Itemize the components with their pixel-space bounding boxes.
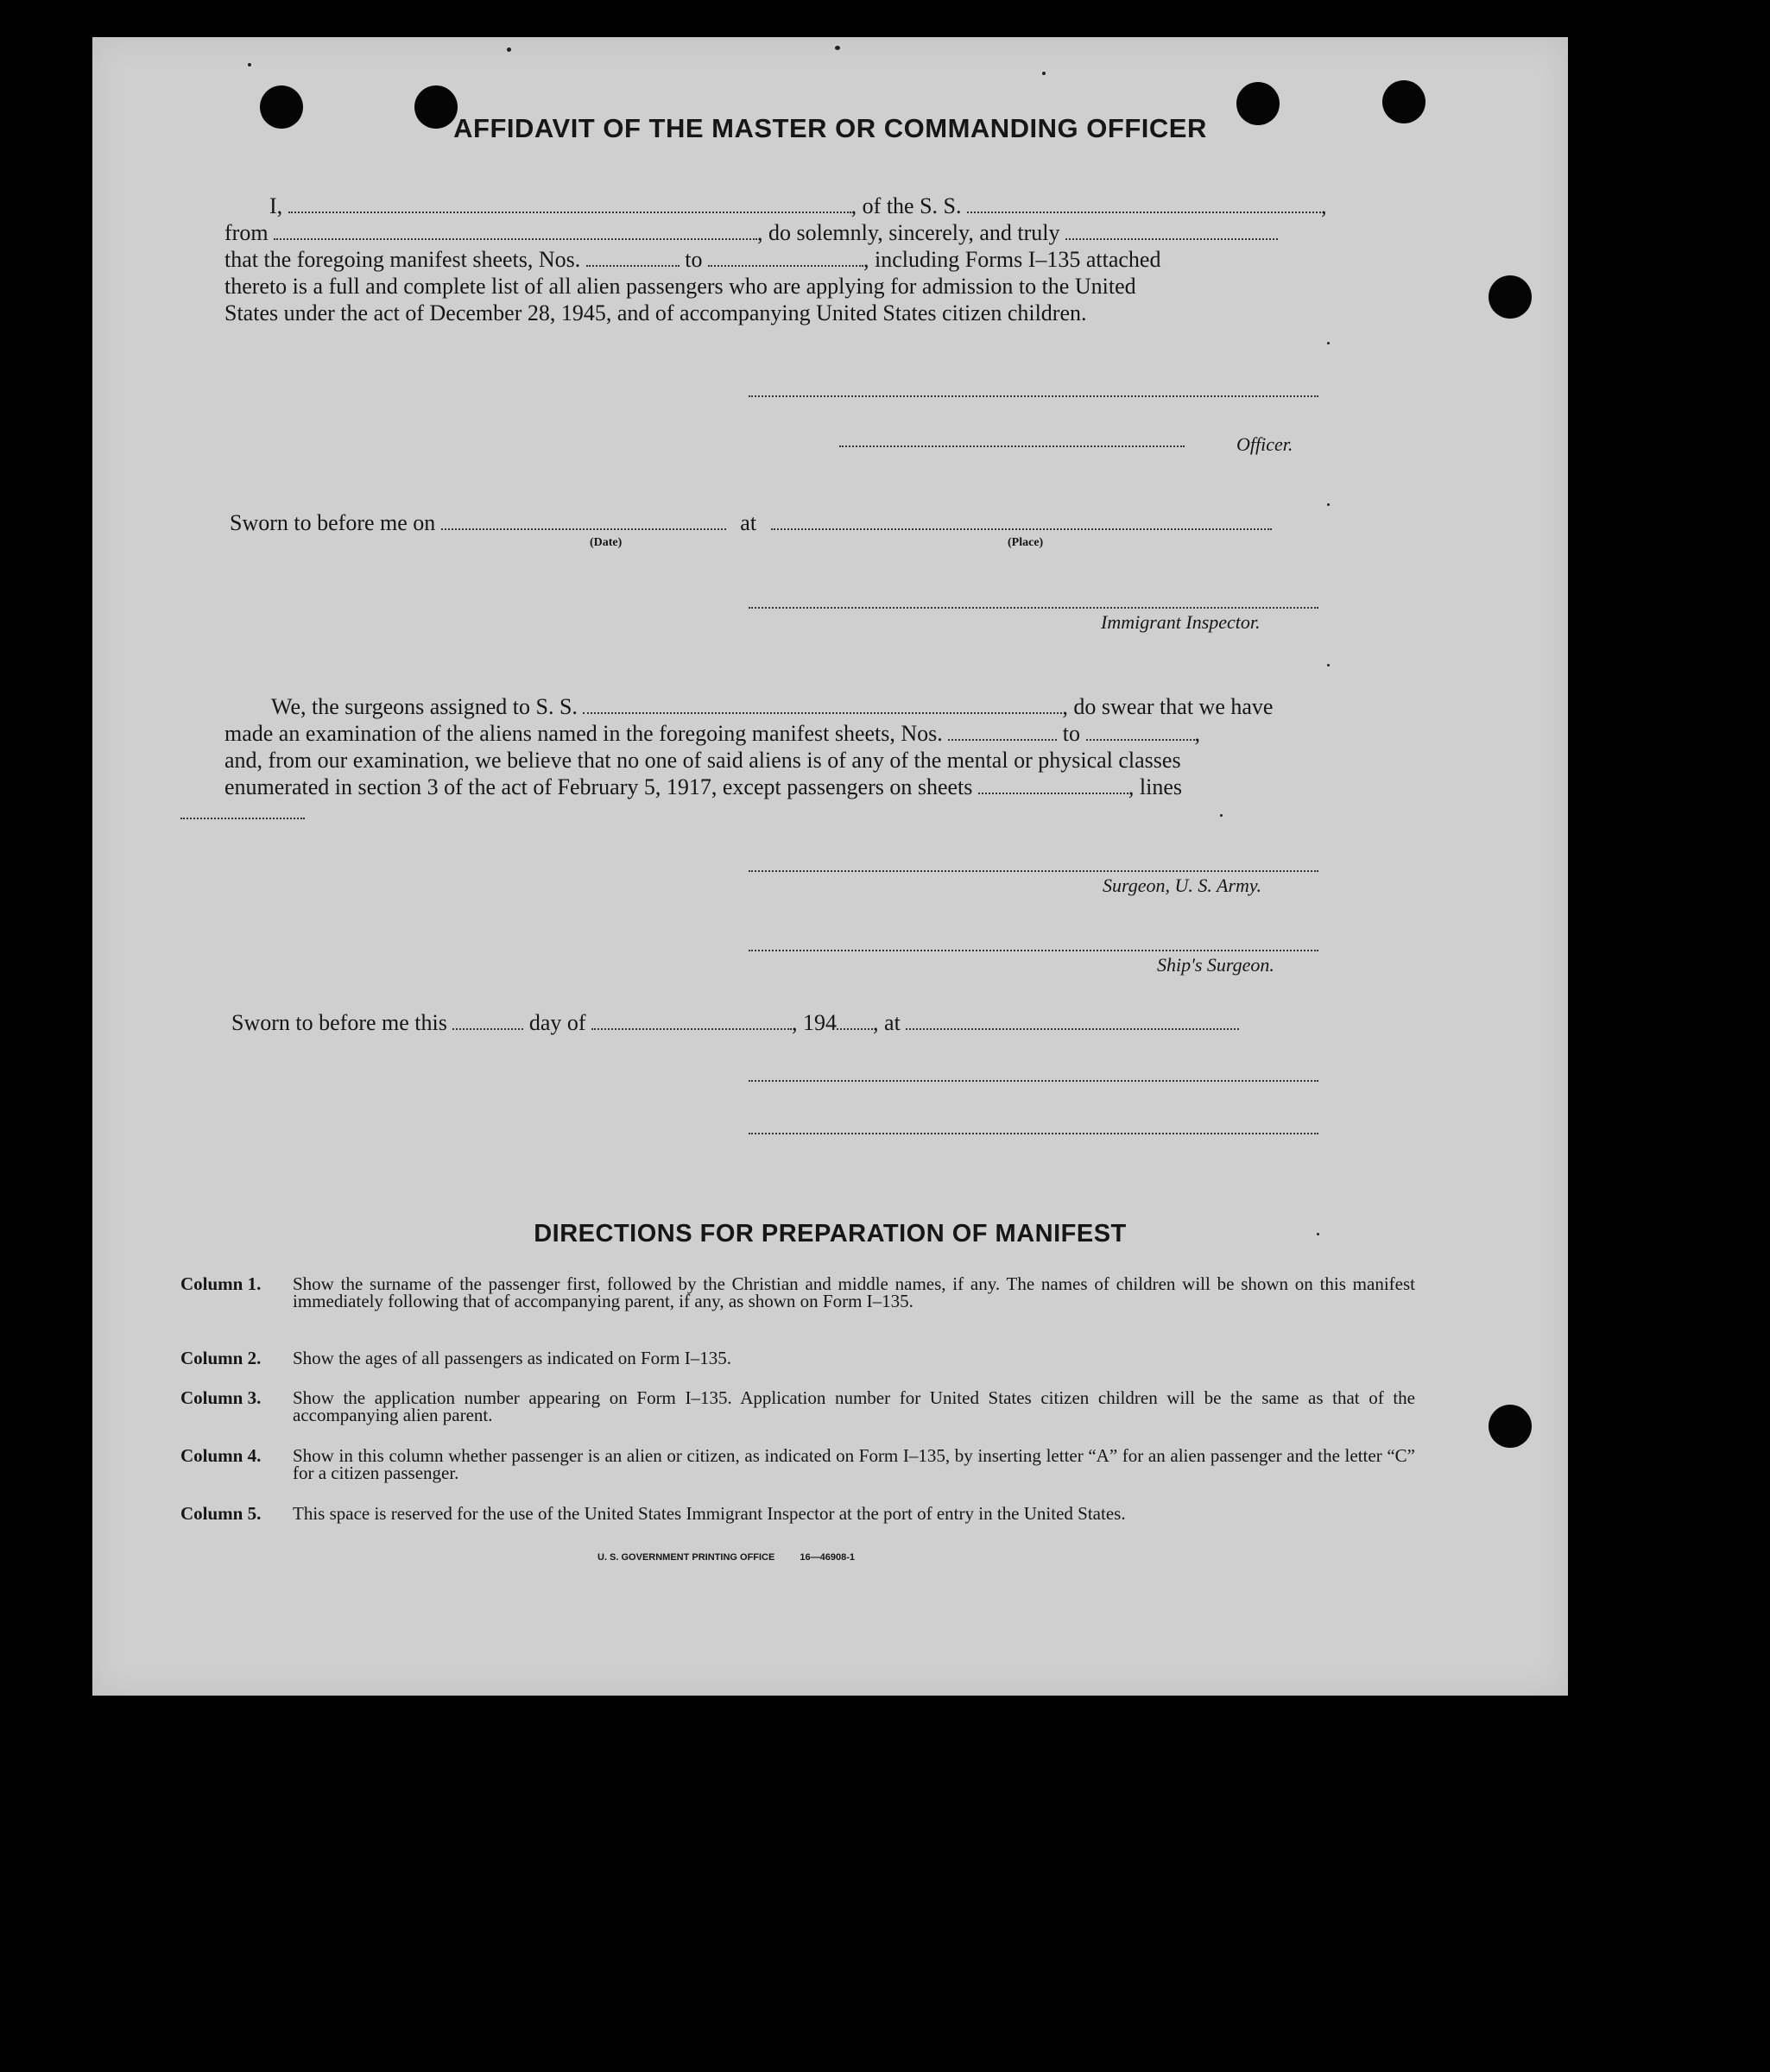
direction-label: Column 4. [180, 1445, 262, 1466]
speck [507, 47, 511, 52]
month-blank[interactable] [591, 1011, 792, 1030]
army-surgeon-caption: Surgeon, U. S. Army. [1103, 875, 1261, 896]
inspector-line[interactable] [749, 607, 1318, 609]
text: enumerated in section 3 of the act of February 5, 1917, except passengers on sheets [224, 774, 973, 799]
ship-blank[interactable] [967, 194, 1321, 213]
officer-line[interactable] [839, 445, 1185, 447]
text: , do swear that we have [1062, 694, 1274, 719]
direction-label: Column 5. [180, 1503, 262, 1524]
direction-item [180, 1505, 1415, 1522]
ship-surgeon-caption: Ship's Surgeon. [1157, 954, 1274, 976]
affidavit-line-5: States under the act of December 28, 1945, and of accompanying United States citizen children. [224, 300, 1087, 325]
text: , of the S. S. [850, 193, 962, 218]
lines-blank[interactable] [180, 818, 305, 819]
direction-item [180, 1349, 1415, 1367]
text: , [1194, 721, 1200, 746]
text: Sworn to before me on [230, 510, 436, 535]
text: , do solemnly, sincerely, and truly [757, 220, 1060, 245]
text: , at [873, 1010, 901, 1035]
affidavit-line-2 [224, 219, 1278, 246]
surgeons-ship-blank[interactable] [583, 695, 1062, 714]
affidavit-heading: AFFIDAVIT OF THE MASTER OR COMMANDING OFFICER [453, 113, 1207, 143]
officer-caption: Officer. [1236, 433, 1293, 455]
port-blank[interactable] [906, 1011, 1239, 1030]
direction-item [180, 1275, 1415, 1310]
affidavit-line-4: thereto is a full and complete list of all alien passengers who are applying for admission to the United [224, 274, 1136, 299]
surgeons-line-4 [224, 774, 1182, 800]
text: , including Forms I–135 attached [863, 247, 1161, 272]
text: I, [269, 193, 283, 218]
text: , lines [1128, 774, 1183, 799]
speck [248, 63, 251, 66]
truly-blank[interactable] [1065, 221, 1278, 240]
text: to [685, 247, 703, 272]
sheet-to-blank[interactable] [708, 248, 863, 267]
text: made an examination of the aliens named in the foregoing manifest sheets, Nos. [224, 721, 943, 746]
from-blank[interactable] [274, 221, 757, 240]
army-surgeon-line[interactable] [749, 870, 1318, 872]
year-blank[interactable] [837, 1011, 873, 1030]
day-blank[interactable] [452, 1011, 523, 1030]
signature-line[interactable] [749, 1080, 1318, 1082]
speck [1042, 72, 1046, 75]
direction-text: Show the application number appearing on Form I–135. Application number for United States citizen children will be the same as that of the accompanying alien parent. [293, 1387, 1415, 1425]
sheets-blank[interactable] [978, 775, 1128, 794]
surgeons-line-2 [224, 720, 1200, 747]
text: Sworn to before me this [231, 1010, 447, 1035]
text: from [224, 220, 269, 245]
direction-label: Column 1. [180, 1273, 262, 1294]
text: at [740, 510, 757, 535]
form-page [92, 37, 1568, 1696]
affidavit-line-3 [224, 246, 1160, 273]
speck [835, 46, 840, 50]
surgeons-to-blank[interactable] [1086, 722, 1195, 741]
text: , [1321, 193, 1327, 218]
punch-hole [1489, 1405, 1532, 1448]
direction-text: This space is reserved for the use of the United States Immigrant Inspector at the port of entry in the United States. [293, 1503, 1126, 1524]
ship-surgeon-line[interactable] [749, 950, 1318, 951]
text: , 194 [792, 1010, 838, 1035]
printer-imprint [597, 1552, 855, 1563]
sworn-line-2 [231, 1009, 1239, 1036]
text: We, the surgeons assigned to S. S. [271, 694, 578, 719]
punch-hole [1489, 275, 1532, 319]
place-blank[interactable] [771, 511, 1272, 530]
signature-line[interactable] [749, 1133, 1318, 1134]
text: to [1062, 721, 1080, 746]
name-blank[interactable] [288, 194, 851, 213]
direction-item [180, 1389, 1415, 1424]
signature-line[interactable] [749, 395, 1318, 397]
surgeons-line-1 [224, 693, 1273, 720]
sheet-from-blank[interactable] [586, 248, 680, 267]
direction-text: Show in this column whether passenger is an alien or citizen, as indicated on Form I–135, by inserting letter “A” for an alien passenger and the letter “C” for a citizen passenger. [293, 1445, 1415, 1483]
direction-label: Column 2. [180, 1348, 262, 1368]
directions-heading: DIRECTIONS FOR PREPARATION OF MANIFEST [534, 1220, 1127, 1248]
printer-name: U. S. GOVERNMENT PRINTING OFFICE [597, 1552, 775, 1563]
text: day of [528, 1010, 586, 1035]
direction-text: Show the surname of the passenger first, followed by the Christian and middle names, if any. The names of children will be shown on this manifest immediately following that of accompanying parent, if any, as shown on Form I–135. [293, 1273, 1415, 1311]
direction-text: Show the ages of all passengers as indicated on Form I–135. [293, 1348, 731, 1368]
speck [1327, 503, 1330, 506]
form-code: 16—46908-1 [800, 1552, 856, 1563]
surgeons-line-3: and, from our examination, we believe that no one of said aliens is of any of the mental or physical classes [224, 748, 1181, 773]
affidavit-line-1 [224, 193, 1327, 219]
place-caption: (Place) [1008, 536, 1044, 549]
speck [1327, 342, 1330, 344]
speck [1327, 664, 1330, 666]
date-caption: (Date) [590, 536, 623, 549]
speck [1220, 814, 1223, 817]
sworn-line-1 [230, 509, 1272, 536]
text: that the foregoing manifest sheets, Nos. [224, 247, 581, 272]
direction-item [180, 1447, 1415, 1481]
date-blank[interactable] [441, 511, 726, 530]
surgeons-from-blank[interactable] [948, 722, 1057, 741]
direction-label: Column 3. [180, 1387, 262, 1408]
inspector-caption: Immigrant Inspector. [1101, 611, 1261, 633]
